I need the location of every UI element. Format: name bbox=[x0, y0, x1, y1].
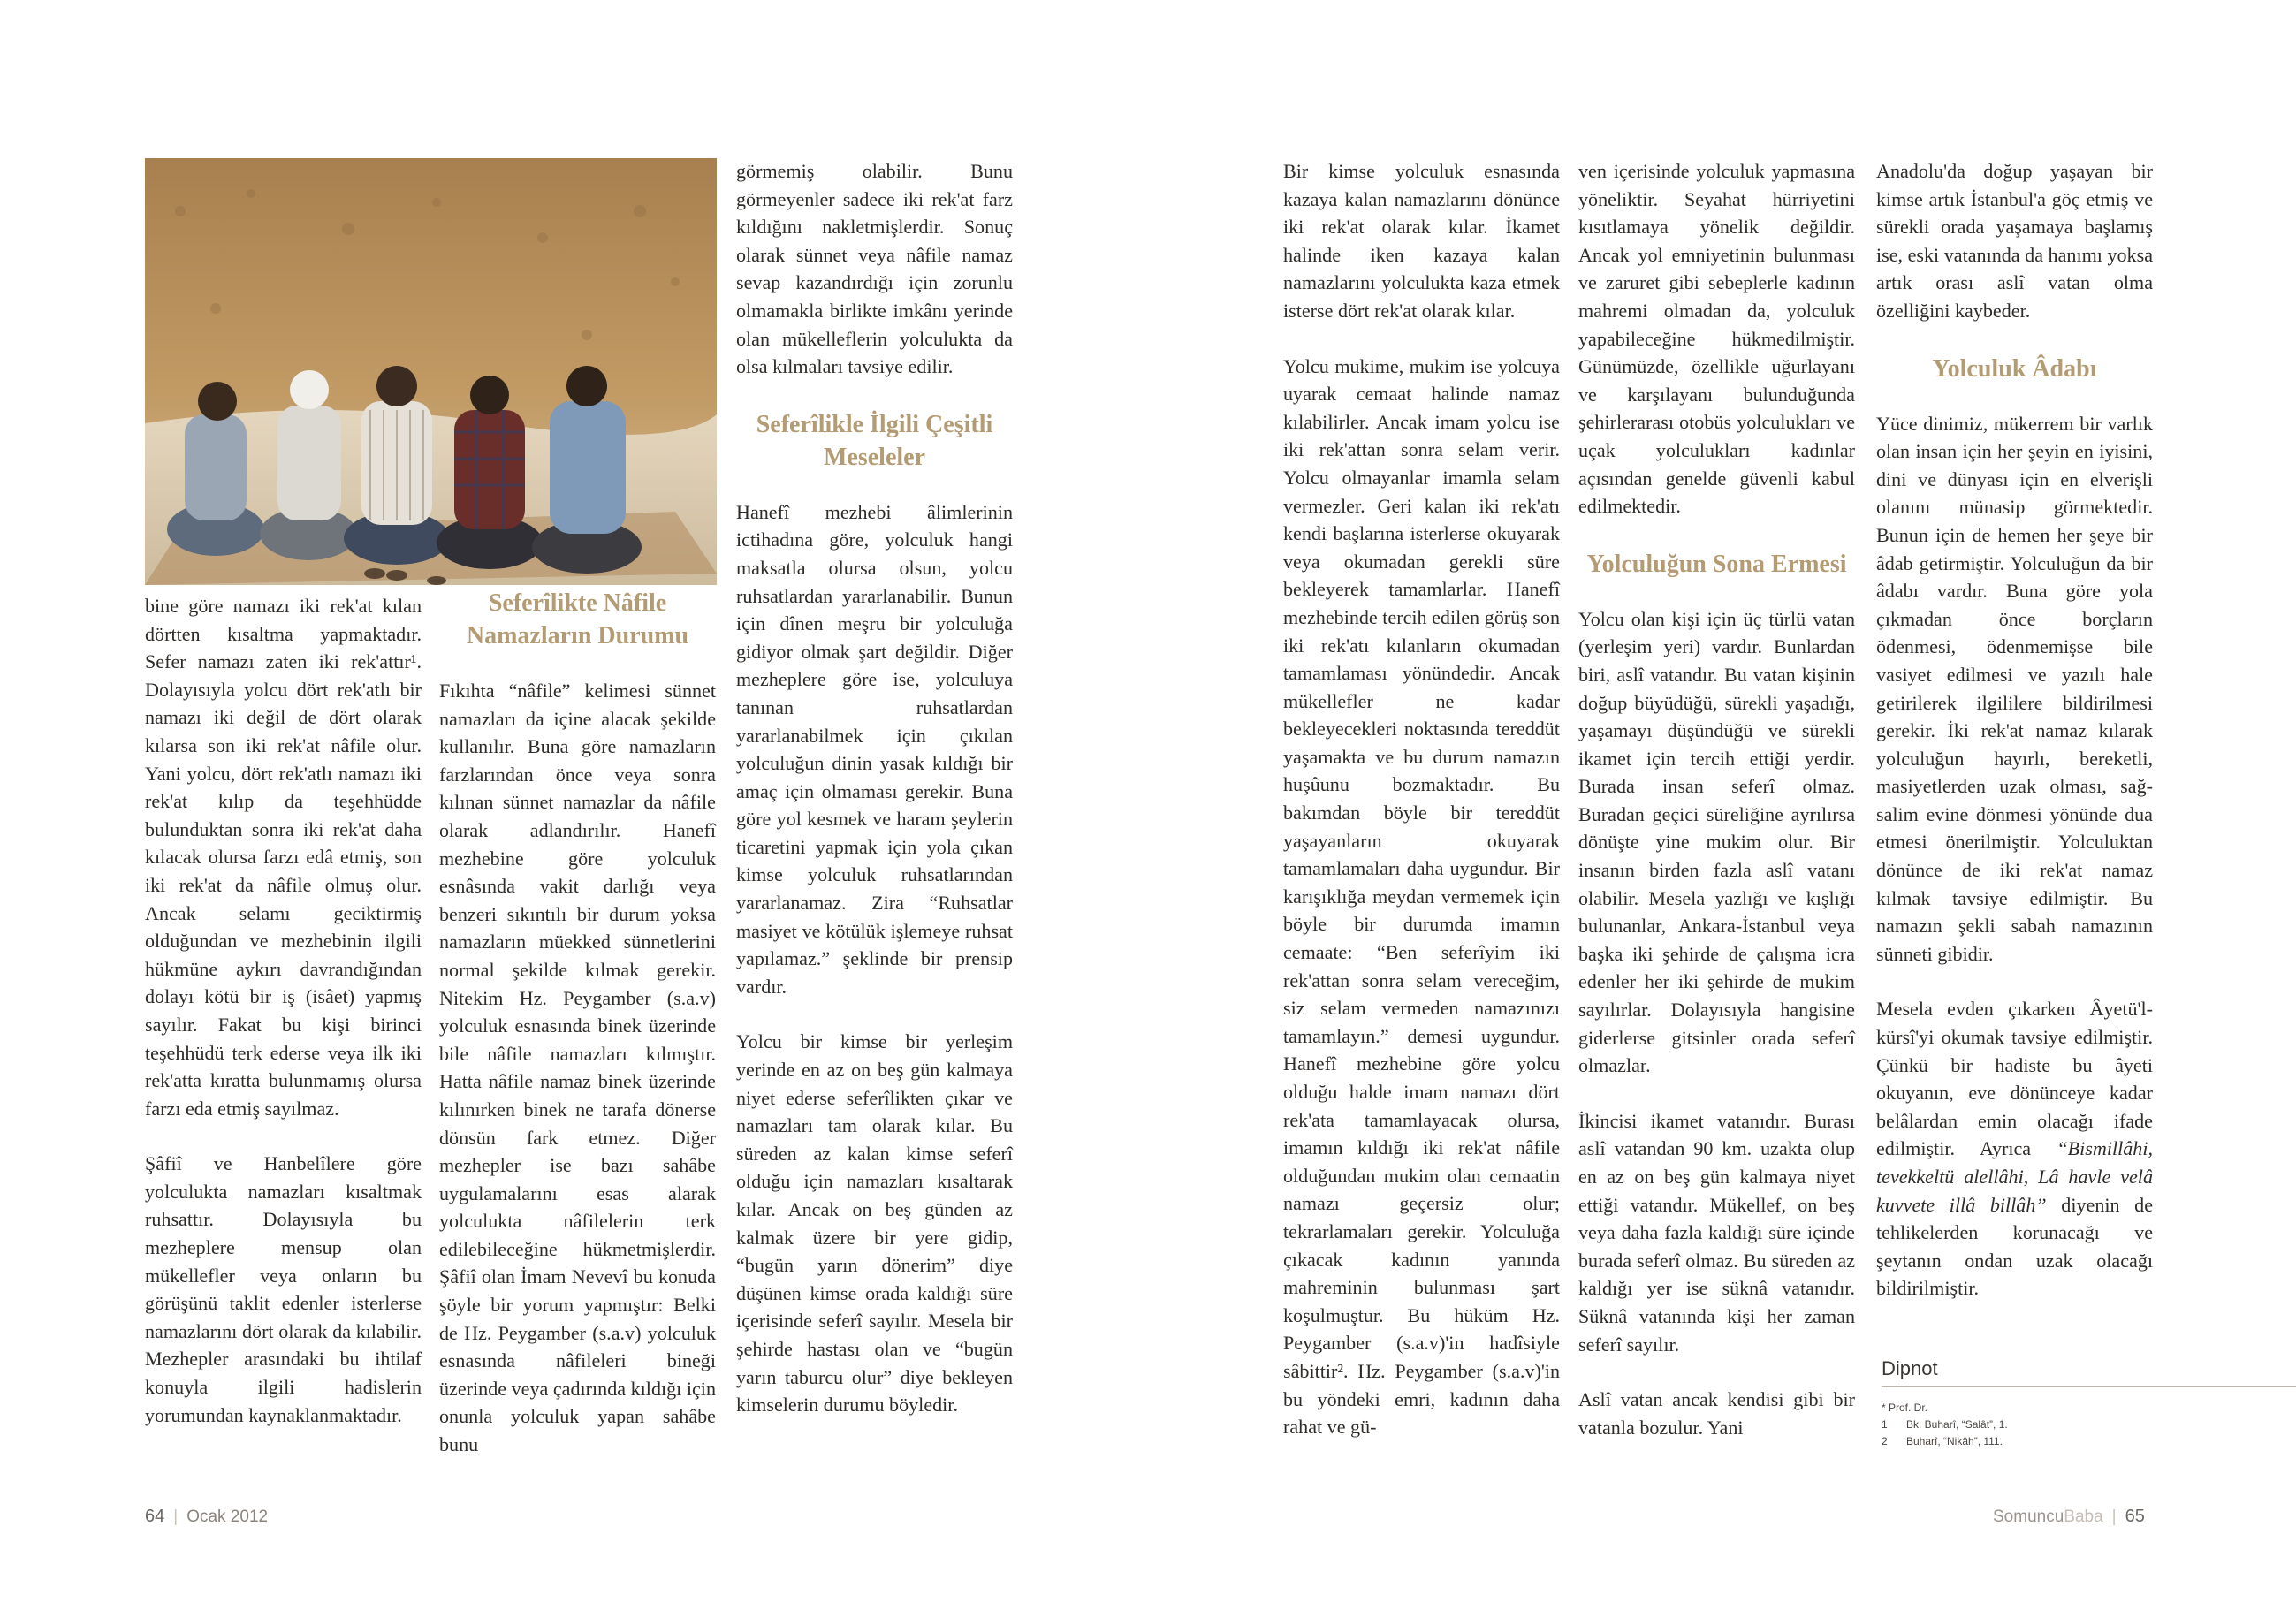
body-paragraph: ven içerisinde yolculuk yapmasına yöneliktir. Seyahat hürriyetini kısıtlamaya yönelik değildir. Ancak yol emniyetinin bulunması ve zaruret gibi sebeplerle kadının mahremi olmadan da, yolculuk yapabileceğine hükmedilmiştir. Günümüzde, özellikle uğurlayanı ve karşılayanı bulunduğunda şehirlerarası otobüs yolculukları ve uçak yolculukları kadınlar açısından genelde güvenli kabul edilmektedir. bbox=[1578, 160, 1855, 518]
body-paragraph: Aslî vatan ancak kendisi gibi bir vatanla bozulur. Yani bbox=[1578, 1388, 1855, 1439]
praying-men-photo bbox=[145, 158, 717, 585]
body-paragraph bbox=[1876, 995, 2153, 1303]
body-paragraph: İkincisi ikamet vatanıdır. Burası aslî vatandan 90 km. uzakta olup en az on beş gün kalmaya niyet ettiği vatandır. Mükellef, on beş veya daha fazla kaldığı süre içinde burada seferî olmaz. Bu süreden az kaldığı yer ise süknâ vatanıdır. Süknâ vatanında kişi her zaman seferî sayılır. bbox=[1578, 1109, 1855, 1356]
body-paragraph: bine göre namazı iki rek'at kılan dörtten kısaltma yapmaktadır. Sefer namazı zaten iki rek'attır¹. Dolayısıyla yolcu dört rek'atlı bir namazı iki değil de dört olarak kılarsa son iki rek'at nâfile olur. Yani yolcu, dört rek'atlı namazı iki rek'at kılıp da teşehhüdde bulunduktan sonra iki rek'at daha kılacak olursa farzı edâ etmiş, son iki rek'at da nâfile olmuş olur. Ancak selamı geciktirmiş olduğundan ve mezhebinin ilgili hükmüne aykırı davrandığından dolayı kötü bir iş (isâet) yapmış sayılır. Fakat bu kişi birinci teşehhüdü terk ederse veya ilk iki rek'atta kıratta bulunmamış olursa farzı eda etmiş sayılmaz. bbox=[145, 595, 422, 1120]
footnote-number: 1 bbox=[1882, 1418, 1888, 1431]
body-paragraph: Yüce dinimiz, mükerrem bir varlık olan insan için her şeyin en iyisini, dini ve dünyası için en elverişli olanını münasip görmektedir. Bunun için de hemen her şeye bir âdab getirmiştir. Yolculuğun da bir âdabı vardır. Buna göre yola çıkmadan önce borçların ödenmesi, ödenmemişse bile vasiyet edilmesi ve yazılı hale getirilerek ilgililere bildirilmesi gerekir. İki rek'at namaz kılarak yolculuğun hayırlı, bereketli, masiyetlerden uzak olması, sağ-salim evine dönmesi yönünde dua etmesi önerilmiştir. Yolculuktan dönünce de iki rek'at namaz kılmak tavsiye edilmiştir. Bu namazın şekli sabah namazının sünneti gibidir. bbox=[1876, 412, 2153, 965]
body-paragraph: Yolcu bir kimse bir yerleşim yerinde en az on beş gün kalmaya niyet ederse seferîlikten çıkar ve namazları tam olarak kılar. Bu süreden az kalan kimse seferî olduğu için namazları kısaltarak kılar. Ancak on beş günden az kalmak üzere bir yere gidip, “bugün yarın dönerim” diye düşünen kimse orada kaldığı süre içerisinde seferî sayılır. Mesela bir şehirde hastası olan ve “bugün yarın taburcu olur” diye bekleyen kimselerin durumu böyledir. bbox=[736, 1030, 1013, 1417]
body-paragraph: Yolcu olan kişi için üç türlü vatan (yerleşim yeri) vardır. Bunlardan biri, aslî vatandır. Bu vatan kişinin doğup büyüdüğü, sürekli yaşadığı, yaşamayı düşündüğü ve sürekli ikamet için tercih ettiği yerdir. Burada insan seferî olmaz. Buradan geçici süreliğine ayrılırsa dönüşte yine mukim olur. Bir insanın birden fazla aslî vatanı olabilir. Mesela yazlığı ve kışlığı bulunanlar, Ankara-İstanbul veya başka iki şehirde de çalışma icra edenler her iki şehirde de mukim sayılırlar. Dolayısıyla hangisine giderlerse gitsinler orada seferî olmazlar. bbox=[1578, 607, 1855, 1077]
left-column-3 bbox=[736, 157, 1013, 1419]
section-heading: Seferîlikle İlgili Çeşitli Meseleler bbox=[756, 410, 993, 471]
body-paragraph: Anadolu'da doğup yaşayan bir kimse artık İstanbul'a göç etmiş ve sürekli orada yaşamaya başlamış ise, eski vatanında da hanımı yoksa artık orası aslî vatan olma özelliğini kaybeder. bbox=[1876, 160, 2153, 322]
prayer-quote: “Bismillâhi, tevekkeltü alellâhi, Lâ havle velâ kuvvete illâ billâh” bbox=[1876, 1137, 2153, 1216]
body-paragraph: Bir kimse yolculuk esnasında kazaya kalan namazlarını dönünce iki rek'at olarak kılar. İkamet halinde iken kazaya kalan namazlarını yolculukta kaza etmek isterse dört rek'at olarak kılar. bbox=[1283, 160, 1560, 322]
folio-separator: | bbox=[173, 1508, 179, 1526]
body-paragraph: Fıkıhta “nâfile” kelimesi sünnet namazları da içine alacak şekilde kullanılır. Buna göre namazların farzlarından önce veya sonra kılınan sünnet namazlar da nâfile olarak adlandırılır. Hanefî mezhebine göre yolculuk esnâsında vakit darlığı veya benzeri sıkıntılı bir durum yoksa namazların müekked sünnetlerini normal şekilde kılmak gerekir. Nitekim Hz. Peygamber (s.a.v) yolculuk esnasında binek üzerinde bile nâfile namazları kılmıştır. Hatta nâfile namaz binek üzerinde kılınırken binek ne tarafa dönerse dönsün fark etmez. Diğer mezhepler ise bazı sahâbe uygulamalarını esas alarak yolculukta nâfilelerin terk edilebileceğine hükmetmişlerdir. Şâfiî olan İmam Nevevî bu konuda şöyle bir yorum yapmıştır: Belki de Hz. Peygamber (s.a.v) yolculuk esnasında nâfileleri bineği üzerinde veya çadırında kıldığı için onunla yolculuk yapan sahâbe bunu bbox=[439, 680, 716, 1456]
body-text: Mesela evden çıkarken Âyetü'l-kürsî'yi okumak tavsiye edilmiştir. Çünkü bir hadiste bu âyeti okuyanın, eve dönünceye kadar belâlardan emin olacağı ifade edilmiştir. Ayrıca bbox=[1876, 998, 2153, 1160]
footnote-title: Dipnot bbox=[1882, 1357, 1938, 1379]
footnote-number: 2 bbox=[1882, 1435, 1888, 1447]
left-column-2 bbox=[439, 587, 716, 1459]
right-column-2 bbox=[1578, 157, 1855, 1441]
photo-illustration bbox=[145, 158, 717, 585]
section-heading: Yolculuğun Sona Ermesi bbox=[1586, 550, 1847, 578]
right-column-3 bbox=[1876, 157, 2153, 1303]
folio-right bbox=[1993, 1507, 2145, 1527]
left-column-1 bbox=[145, 592, 422, 1429]
body-text: diyenin de tehlikelerden korunacağı ve şeytanın ondan uzak olacağı bildirilmiştir. bbox=[1876, 1193, 2153, 1300]
magazine-brand-suffix: Baba bbox=[2064, 1508, 2103, 1526]
section-heading: Yolculuk Âdabı bbox=[1932, 354, 2097, 383]
body-paragraph: Hanefî mezhebi âlimlerinin ictihadına göre, yolculuk hangi maksatla olursa olsun, yolcu ruhsatlardan yararlanabilir. Bunun için dînen meşru bir yolculuğa gidiyor olmak şart değildir. Diğer mezheplere göre ise, yolculuya tanınan ruhsatlardan yararlanabilmek için çıkılan yolculuğun dinin yasak kıldığı bir amaç için olmaması gerekir. Buna göre yol kesmek ve haram şeylerin ticaretini yapmak için yola çıkan kimse yolculuk ruhsatlarından yararlanamaz. Zira “Ruhsatlar masiyet ve kötülük işlemeye ruhsat yapılamaz.” şeklinde bir prensip vardır. bbox=[736, 500, 1013, 998]
folio-left bbox=[145, 1507, 268, 1527]
footnote-item bbox=[1882, 1417, 2296, 1433]
body-paragraph: görmemiş olabilir. Bunu görmeyenler sadece iki rek'at farz kıldığını nakletmişlerdir. Sonuç olarak sünnet veya nâfile namaz sevap kazandırdığı için zorunlu olmamakla birlikte imkânı yerinde olan mükelleflerin yolculukta da olsa kılmaları tavsiye edilir. bbox=[736, 160, 1013, 378]
magazine-brand: Somuncu bbox=[1993, 1508, 2064, 1526]
right-column-1 bbox=[1283, 157, 1560, 1441]
footnote-box bbox=[1882, 1357, 2296, 1450]
body-paragraph: Şâfiî ve Hanbelîlere göre yolculukta namazları kısaltmak ruhsattır. Dolayısıyla bu mezheplere mensup olan mükellefler veya onların bu görüşünü taklit edenler isterlerse namazlarını dört olarak da kılabilir. Mezhepler arasındaki bu ihtilaf konuyla ilgili hadislerin yorumundan kaynaklanmaktadır. bbox=[145, 1152, 422, 1426]
section-heading: Seferîlikte Nâfile Namazların Durumu bbox=[466, 589, 689, 649]
footnote-author: * Prof. Dr. bbox=[1882, 1402, 1928, 1414]
footnote-item bbox=[1882, 1433, 2296, 1450]
issue-date: Ocak 2012 bbox=[186, 1508, 269, 1526]
page-number: 64 bbox=[145, 1507, 165, 1526]
body-paragraph: Yolcu mukime, mukim ise yolcuya uyarak cemaat halinde namaz kılabilirler. Ancak imam yolcu ise iki rek'attan sonra selam verir. Yolcu olmayanlar imamla selam vermezler. Geri kalan iki rek'atı kendi başlarına isterlerse okuyarak veya okumadan gerekli süre bekleyerek tamamlarlar. Hanefî mezhebinde tercih edilen görüş son iki rek'atı kılanların okumadan tamamlaması yönündedir. Ancak mükellefler ne kadar bekleyecekleri noktasında tereddüt yaşamakta ve bu durum namazın huşûunu bozmaktadır. Bu bakımdan böyle bir tereddüt yaşayanların okuyarak tamamlamaları daha uygundur. Bir karışıklığa meydan vermemek için böyle bir durumda imamın cemaate: “Ben seferîyim iki rek'attan sonra selam vereceğim, siz selam vermeden namazınızı tamamlayın.” demesi uygundur. Hanefî mezhebine göre yolcu olduğu halde imam namazı dört rek'ata tamamlayacak olursa, imamın kıldığı iki rek'at nâfile olduğundan mukim olan cemaatin namazı geçersiz olur; tekrarlamaları gerekir. Yolculuğa çıkacak kadının yanında mahreminin bulunması şart koşulmuştur. Bu hüküm Hz. Peygamber (s.a.v)'in hadîsiyle sâbittir². Hz. Peygamber (s.a.v)'in bu yöndeki emri, kadının daha rahat ve gü- bbox=[1283, 354, 1560, 1439]
footnote-text: Buharî, “Nikâh”, 111. bbox=[1906, 1435, 2003, 1447]
footnote-text: Bk. Buharî, “Salât”, 1. bbox=[1906, 1418, 2008, 1431]
page-number: 65 bbox=[2125, 1507, 2145, 1526]
folio-separator: | bbox=[2111, 1508, 2117, 1526]
footnote-divider bbox=[1882, 1386, 2296, 1387]
